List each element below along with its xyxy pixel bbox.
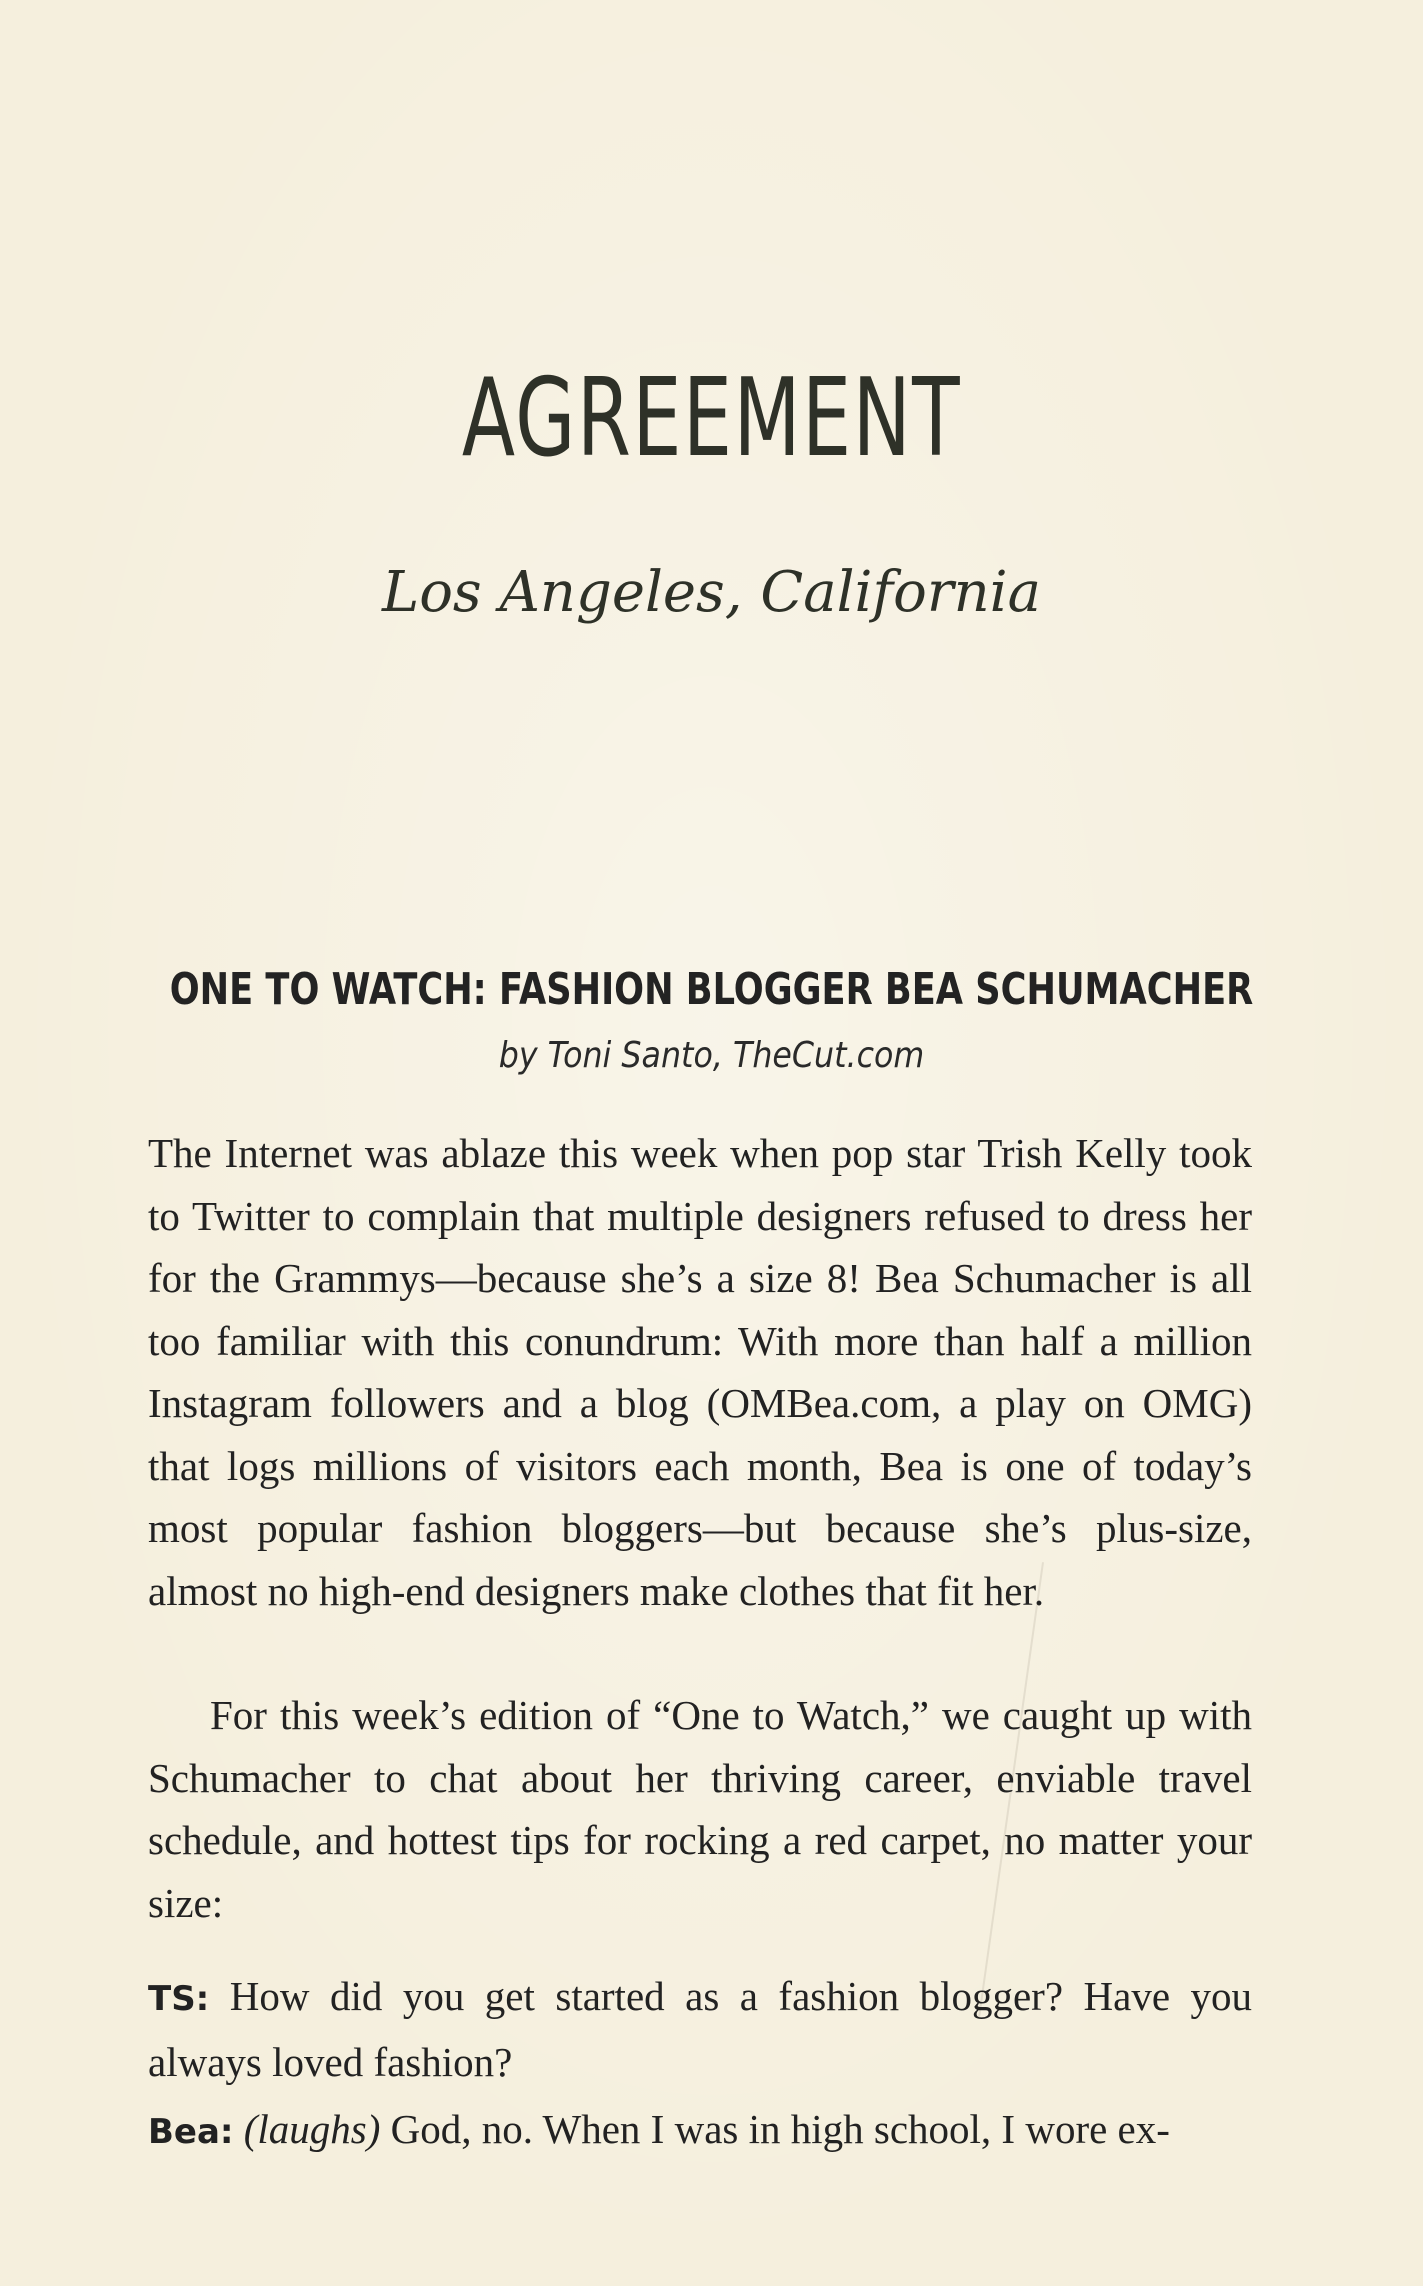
chapter-location: Los Angeles, California <box>382 560 1041 625</box>
article-paragraph: The Internet was ablaze this week when pop star Trish Kelly took to Twitter to complain that multiple designers refused to dress her for the Grammys—because she’s a size 8! Bea Schumacher is all too familiar with this conundrum: With more than half a million Instagram followers and a blog (OMBea.com, a play on OMG) that logs millions of visitors each month, Bea is one of today’s most popular fashion bloggers—but because she’s plus-size, almost no high-end designers make clothes that fit her. <box>148 1130 1252 1614</box>
interview-answer <box>148 2098 1252 2164</box>
interview-question <box>148 1965 1252 2093</box>
stage-direction: (laughs) <box>243 2106 381 2152</box>
answer-text: God, no. When I was in high school, I wore ex- <box>380 2106 1170 2152</box>
article-paragraph: For this week’s edition of “One to Watch,” we caught up with Schumacher to chat about her thriving career, enviable travel schedule, and hottest tips for rocking a red carpet, no matter your size: <box>148 1692 1252 1926</box>
chapter-title: AGREEMENT <box>461 356 962 481</box>
question-text: How did you get started as a fashion blogger? Have you always loved fashion? <box>148 1973 1252 2085</box>
speaker-label: TS: <box>148 1979 210 2019</box>
article-headline: ONE TO WATCH: FASHION BLOGGER BEA SCHUMACHER <box>169 964 1254 1015</box>
speaker-label: Bea: <box>148 2112 234 2152</box>
article-byline: by Toni Santo, TheCut.com <box>498 1035 925 1076</box>
